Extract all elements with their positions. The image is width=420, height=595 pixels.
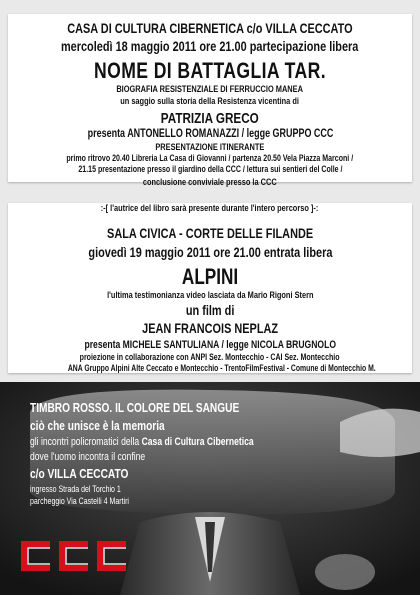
footer-tagline: ciò che unisce è la memoria [30,418,165,433]
event-1-card [8,14,412,182]
footer-place: c/o VILLA CECCATO [30,466,129,481]
event-1-note: :-[ l'autrice del libro sarà presente durante l'intero percorso ]-: [101,203,319,214]
footer-line-1 [30,436,317,448]
event-1-format: PRESENTAZIONE ITINERANTE [155,142,265,153]
event-1-title: NOME DI BATTAGLIA TAR. [93,58,327,83]
event-2-subtitle: l'ultima testimonianza video lasciata da Mario Rigoni Stern [106,290,314,301]
footer-line-1-prefix: gli incontri policromatici della [30,436,142,448]
footer-heading: TIMBRO ROSSO. IL COLORE DEL SANGUE [30,400,240,415]
event-1-author: PATRIZIA GRECO [161,110,259,127]
event-2-card [8,203,412,373]
event-1-itinerary-3: conclusione conviviale presso la CCC [143,177,277,188]
event-1-datetime: mercoledì 18 maggio 2011 ore 21.00 partecipazione libera [61,38,359,54]
event-2-director: JEAN FRANCOIS NEPLAZ [142,320,278,336]
event-1-venue: CASA DI CULTURA CIBERNETICA c/o VILLA CECCATO [67,20,353,36]
event-2-collab-2: ANA Gruppo Alpini Alte Ceccato e Montecchio - TrentoFilmFestival - Comune di Montecchio M. [67,363,376,374]
event-1-presenters: presenta ANTONELLO ROMANAZZI / legge GRUPPO CCC [87,128,333,140]
event-2-presenters: presenta MICHELE SANTULIANA / legge NICOLA BRUGNOLO [84,339,336,351]
event-2-title: ALPINI [181,264,239,289]
event-2-venue: SALA CIVICA - CORTE DELLE FILANDE [106,225,314,241]
event-2-film-of: un film di [185,302,235,318]
footer-line-1-strong: Casa di Cultura Cibernetica [141,436,254,448]
event-1-itinerary-1: primo ritrovo 20.40 Libreria La Casa di Giovanni / partenza 20.50 Vela Piazza Marconi / [66,153,354,164]
event-2-datetime: giovedì 19 maggio 2011 ore 21.00 entrata libera [88,244,332,260]
event-2-collab-1: proiezione in collaborazione con ANPI Sez. Montecchio - CAI Sez. Montecchio [80,352,340,363]
ccc-logo [18,538,138,574]
event-1-subtitle: BIOGRAFIA RESISTENZIALE DI FERRUCCIO MANEA [116,84,304,95]
footer-address-1: ingresso Strada del Torchio 1 [30,484,121,494]
footer-address-2: parcheggio Via Castelli 4 Martiri [30,496,129,506]
event-1-itinerary-2: 21.15 presentazione presso il giardino della CCC / lettura sui sentieri del Colle / [77,164,343,175]
event-1-description: un saggio sulla storia della Resistenza vicentina di [120,96,300,107]
footer-line-2: dove l'uomo incontra il confine [30,451,146,463]
